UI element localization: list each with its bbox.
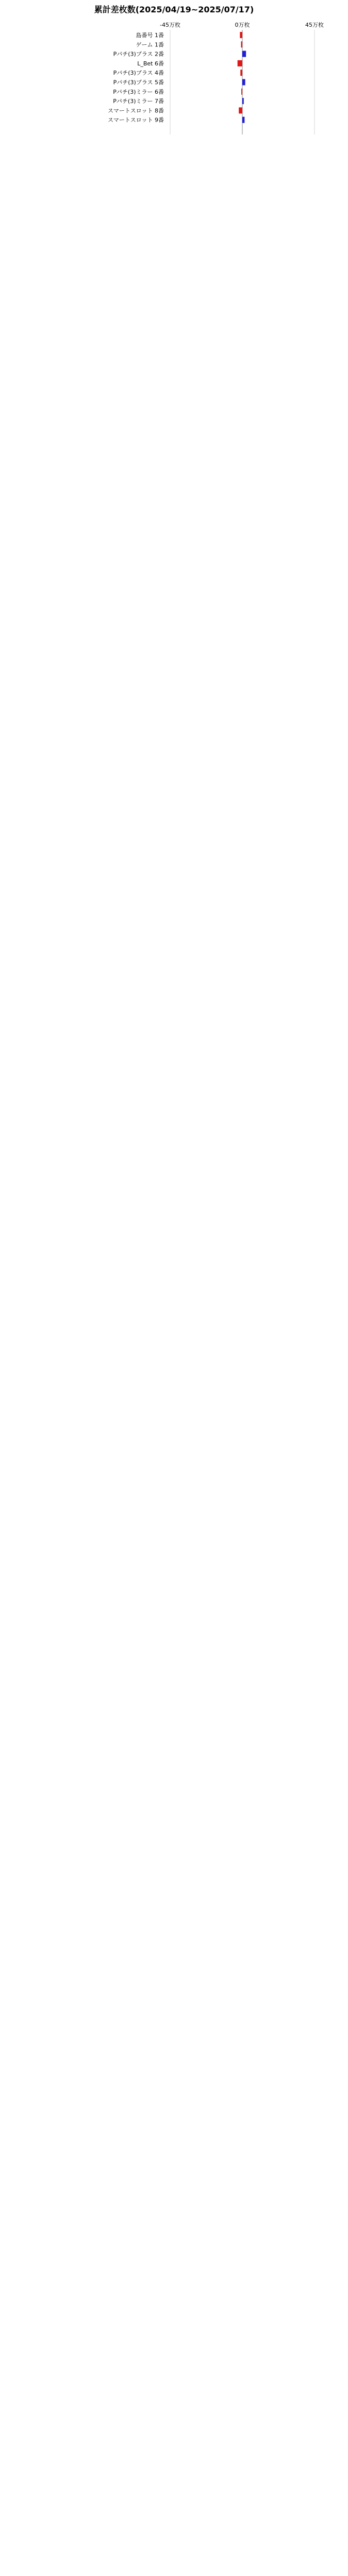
chart-title: 累計差枚数(2025/04/19~2025/07/17): [94, 5, 254, 14]
row-label: Pパチ(3)ミラー 6番: [113, 88, 164, 95]
row-label: L_Bet 6番: [137, 60, 164, 67]
row-label: Pパチ(3)プラス 2番: [113, 50, 164, 58]
row-label: スマートスロット 9番: [108, 116, 164, 124]
bar: [240, 70, 242, 76]
bar: [242, 79, 245, 86]
bar: [242, 98, 244, 104]
bar-chart: [0, 21, 348, 2576]
bar: [242, 117, 244, 123]
row-label: ゲーム 1番: [136, 41, 164, 48]
row-label: 島番号 1番: [136, 32, 164, 39]
bar: [240, 32, 242, 38]
bar: [239, 107, 242, 113]
row-label: Pパチ(3)ミラー 7番: [113, 98, 164, 105]
bar: [242, 51, 246, 57]
x-tick-label: 0万枚: [235, 22, 250, 28]
row-label: Pパチ(3)プラス 5番: [113, 79, 164, 86]
x-tick-label: 45万枚: [305, 22, 324, 28]
row-label: Pパチ(3)プラス 4番: [113, 70, 164, 77]
x-tick-label: -45万枚: [160, 22, 180, 28]
bar: [241, 89, 242, 95]
bar: [238, 60, 242, 66]
bar: [241, 41, 242, 47]
row-label: スマートスロット 8番: [108, 107, 164, 114]
